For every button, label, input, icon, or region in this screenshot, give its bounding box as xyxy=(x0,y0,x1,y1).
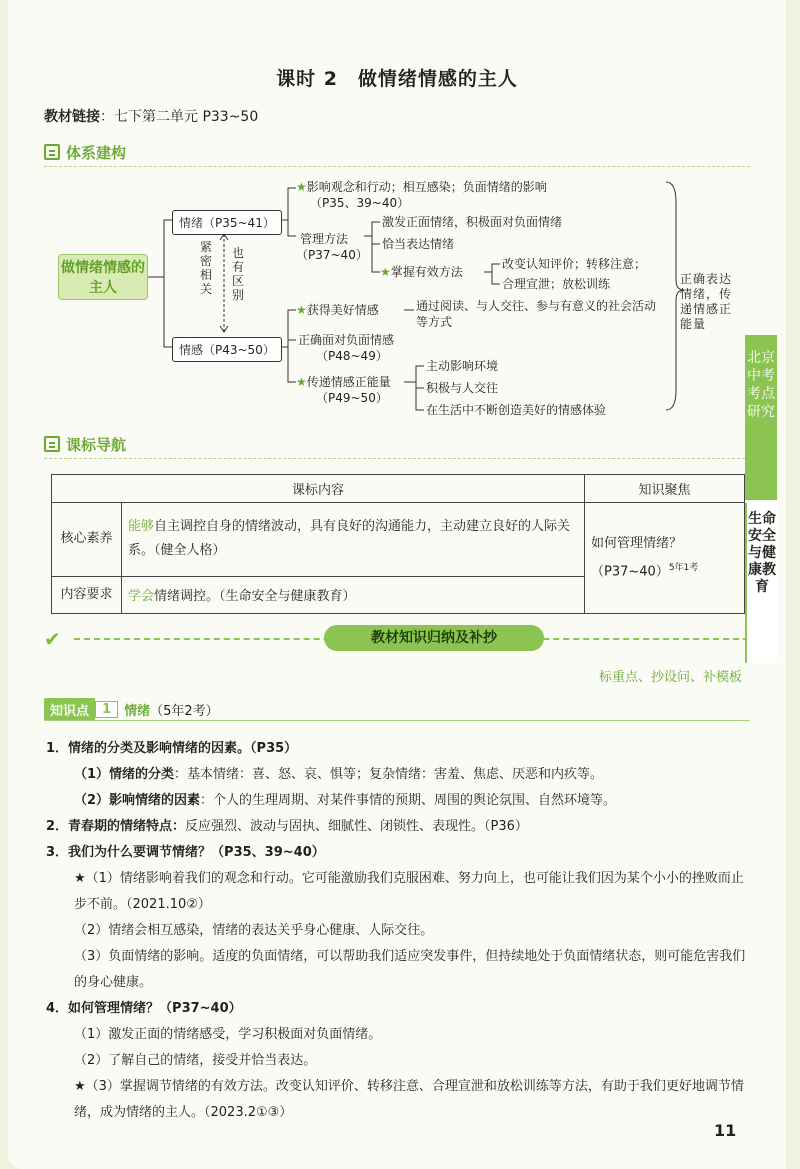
emotion-item-management-pages: （P37~40） xyxy=(296,248,368,262)
point-3c: （3）负面情绪的影响。适度的负面情绪，可以帮助我们适应突发事件，但持续地处于负面情绪状态，则可能危害我们的身心健康。 xyxy=(74,949,746,990)
focus-cell xyxy=(585,503,745,614)
row-lead: 学会 xyxy=(128,589,155,605)
textbook-link-text: ：七下第二单元 P33~50 xyxy=(100,109,259,125)
focus-text: 如何管理情绪？（P37~40） xyxy=(591,535,683,580)
management-child-1: 激发正面情绪，积极面对负面情绪 xyxy=(382,215,563,229)
point-1a-heading: （1）情绪的分类 xyxy=(74,767,175,782)
point-1a: ：基本情绪：喜、怒、哀、惧等；复杂情绪：害羞、焦虑、厌恶和内疚等。 xyxy=(174,767,604,782)
energy-child-2: 积极与人交往 xyxy=(426,381,499,395)
point-2-text: 反应强烈、波动与固执、细腻性、闭锁性、表现性。（P36） xyxy=(185,819,528,834)
star-icon: ★ xyxy=(296,303,307,317)
kp-count: （5年2考） xyxy=(150,703,219,719)
emotion-node: 情绪（P35~41） xyxy=(172,210,282,235)
emotion-item-influence-pages: （P35、39~40） xyxy=(310,196,410,210)
section-system-heading xyxy=(44,140,126,164)
point-2: 2．青春期的情绪特点： xyxy=(46,819,186,834)
star-icon: ★ xyxy=(296,180,307,194)
lesson-title: 课时 2 做情绪情感的主人 xyxy=(276,68,518,90)
row-lead: 能够 xyxy=(128,519,155,535)
table-row xyxy=(52,503,745,577)
row-text: 自主调控自身的情绪波动，具有良好的沟通能力，主动建立良好的人际关系。（健全人格） xyxy=(128,519,571,559)
kp-name: 情绪 xyxy=(124,703,151,719)
side-tab-unit: 生命安全与健康教育 xyxy=(745,503,777,663)
method-2: 合理宣泄；放松训练 xyxy=(502,277,611,291)
banner-title: 教材知识归纳及补抄 xyxy=(324,625,544,651)
knowledge-content xyxy=(46,736,756,1126)
row-label: 内容要求 xyxy=(52,576,122,613)
point-4b: （2）了解自己的情绪，接受并恰当表达。 xyxy=(74,1053,317,1068)
point-1: 1．情绪的分类及影响情绪的因素。（P35） xyxy=(46,741,298,756)
management-child-2: 恰当表达情绪 xyxy=(382,237,455,251)
table-header-content: 课标内容 xyxy=(52,475,585,503)
star-icon: ★ xyxy=(296,375,307,389)
side-tab xyxy=(745,335,777,665)
kp-number: 1 xyxy=(95,701,118,718)
standard-table xyxy=(51,474,745,614)
divider xyxy=(44,720,750,721)
management-child-3: 掌握有效方法 xyxy=(390,265,463,279)
middle-note-left: 紧密相关 xyxy=(200,240,213,296)
point-1b-heading: （2）影响情绪的因素 xyxy=(74,793,201,808)
concept-diagram xyxy=(44,172,744,427)
section-standard-heading xyxy=(44,432,126,456)
feeling-item-beautiful-detail: 通过阅读、与人交往、参与有意义的社会活动等方式 xyxy=(416,299,657,329)
star-icon: ★ xyxy=(380,265,391,279)
section-standard-title: 课标导航 xyxy=(66,435,127,454)
check-icon: ✔ xyxy=(44,627,61,651)
table-header-focus: 知识聚焦 xyxy=(585,475,745,503)
energy-child-3: 在生活中不断创造美好的情感体验 xyxy=(426,403,607,417)
row-label: 核心素养 xyxy=(52,503,122,577)
divider xyxy=(44,166,750,167)
point-4c: ★（3）掌握调节情绪的有效方法。改变认知评价、转移注意、合理宣泄和放松训练等方法，有助于我们更好地调节情绪，成为情绪的主人。（2023.2①③） xyxy=(74,1079,744,1120)
feeling-item-energy-pages: （P49~50） xyxy=(316,391,388,405)
page-number: 11 xyxy=(714,1121,737,1140)
feeling-item-energy: 传递情感正能量 xyxy=(306,375,391,389)
point-4a: （1）激发正面的情绪感受，学习积极面对负面情绪。 xyxy=(74,1027,382,1042)
summary-banner xyxy=(44,625,749,653)
section-system-title: 体系建构 xyxy=(66,143,127,162)
feeling-item-beautiful: 获得美好情感 xyxy=(306,303,379,317)
emotion-item-influence: 影响观念和行动；相互感染；负面情绪的影响 xyxy=(306,180,547,194)
side-tab-chapter: 北京中考考点研究 xyxy=(745,335,777,500)
point-4: 4．如何管理情绪？（P37~40） xyxy=(46,1001,242,1016)
method-1: 改变认知评价；转移注意； xyxy=(502,257,647,271)
notebook-icon xyxy=(44,144,60,160)
kp-badge: 知识点 xyxy=(44,698,95,721)
feeling-item-negative: 正确面对负面情感 xyxy=(298,333,395,347)
tagline: 标重点、抄设问、补模板 xyxy=(598,670,742,685)
knowledge-point-header xyxy=(44,698,219,720)
point-3a: ★（1）情绪影响着我们的观念和行动。它可能激励我们克服困难、努力向上，也可能让我们因为某个小小的挫败而止步不前。（2021.10②） xyxy=(74,871,744,912)
feeling-item-negative-pages: （P48~49） xyxy=(316,349,388,363)
focus-frequency: 5年1考 xyxy=(668,562,699,573)
row-text: 情绪调控。（生命安全与健康教育） xyxy=(154,589,356,605)
page xyxy=(8,0,786,1169)
textbook-link-label: 教材链接 xyxy=(44,109,100,125)
diagram-right-note: 正确表达情绪，传递情感正能量 xyxy=(680,272,733,331)
textbook-link xyxy=(44,106,258,126)
notebook-icon xyxy=(44,436,60,452)
point-3b: （2）情绪会相互感染，情绪的表达关乎身心健康、人际交往。 xyxy=(74,923,434,938)
divider xyxy=(44,458,750,459)
emotion-item-management: 管理方法 xyxy=(300,232,349,246)
diagram-root: 做情绪情感的主人 xyxy=(58,254,148,300)
point-3: 3．我们为什么要调节情绪？（P35、39~40） xyxy=(46,845,325,860)
middle-note-right: 也有区别 xyxy=(232,246,245,302)
feeling-node: 情感（P43~50） xyxy=(172,337,282,362)
energy-child-1: 主动影响环境 xyxy=(426,359,499,373)
point-1b: ：个人的生理周期、对某件事情的预期、周围的舆论氛围、自然环境等。 xyxy=(200,793,617,808)
